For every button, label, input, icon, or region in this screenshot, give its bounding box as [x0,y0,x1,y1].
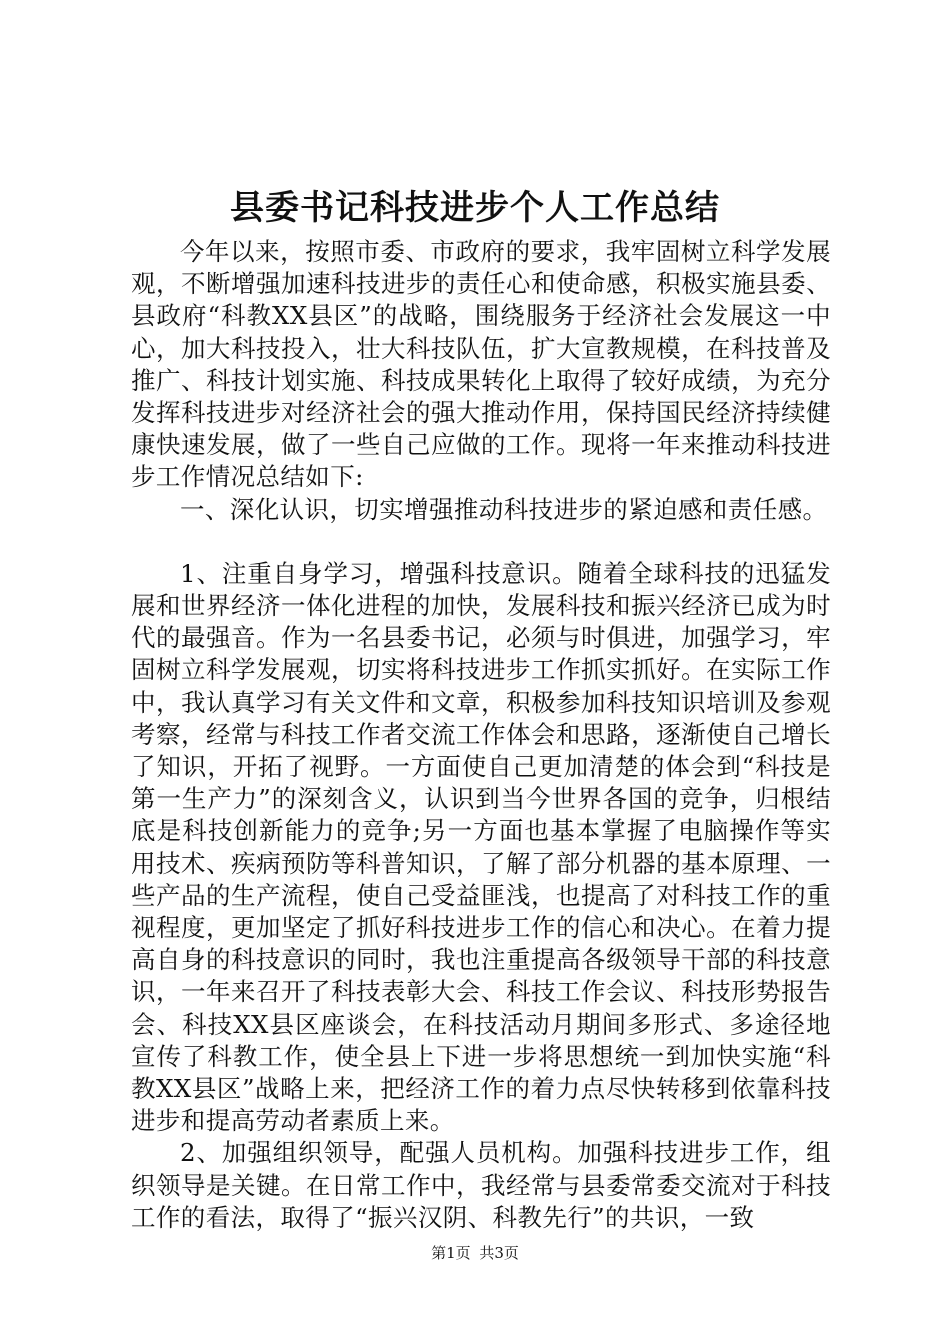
paragraph-spacer [131,526,831,558]
page-footer [0,1243,950,1263]
document-title: 县委书记科技进步个人工作总结 [230,188,720,228]
paragraph-item-1: 1、注重自身学习，增强科技意识。随着全球科技的迅猛发展和世界经济一体化进程的加快，发展科技和振兴经济已成为时代的最强音。作为一名县委书记，必须与时俱进，加强学习，牢固树立科学发展观，切实将科技进步工作抓实抓好。在实际工作中，我认真学习有关文件和文章，积极参加科技知识培训及参观考察，经常与科技工作者交流工作体会和思路，逐渐使自己增长了知识，开拓了视野。一方面使自己更加清楚的体会到“科技是第一生产力”的深刻含义，认识到当今世界各国的竞争，归根结底是科技创新能力的竞争;另一方面也基本掌握了电脑操作等实用技术、疾病预防等科普知识，了解了部分机器的基本原理、一些产品的生产流程，使自己受益匪浅，也提高了对科技工作的重视程度，更加坚定了抓好科技进步工作的信心和决心。在着力提高自身的科技意识的同时，我也注重提高各级领导干部的科技意识，一年来召开了科技表彰大会、科技工作会议、科技形势报告会、科技XX县区座谈会，在科技活动月期间多形式、多途径地宣传了科教工作，使全县上下进一步将思想统一到加快实施“科教XX县区”战略上来，把经济工作的着力点尽快转移到依靠科技进步和提高劳动者素质上来。 [131,558,831,1136]
paragraph-item-2: 2、加强组织领导，配强人员机构。加强科技进步工作，组织领导是关键。在日常工作中，我经常与县委常委交流对于科技工作的看法，取得了“振兴汉阴、科教先行”的共识，一致 [131,1138,831,1232]
document-body [131,236,831,1234]
page-total: 共3页 [479,1244,519,1262]
section-heading-1: 一、深化认识，切实增强推动科技进步的紧迫感和责任感。 [180,494,828,524]
intro-paragraph: 今年以来，按照市委、市政府的要求，我牢固树立科学发展观，不断增强加速科技进步的责任心和使命感，积极实施县委、县政府“科教XX县区”的战略，围绕服务于经济社会发展这一中心，加大科技投入，壮大科技队伍，扩大宣教规模，在科技普及推广、科技计划实施、科技成果转化上取得了较好成绩，为充分发挥科技进步对经济社会的强大推动作用，保持国民经济持续健康快速发展，做了一些自己应做的工作。现将一年来推动科技进步工作情况总结如下: [131,237,831,492]
page-number: 第1页 [431,1244,471,1262]
